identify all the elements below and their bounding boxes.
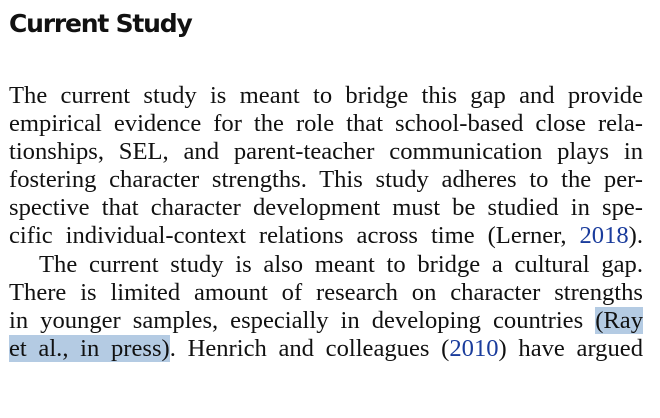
citation-link-lerner-2018[interactable]: 2018	[579, 222, 629, 250]
highlighted-citation[interactable]: et al., in press)	[9, 334, 170, 362]
paragraph-line: The current study is also meant to bridge a cultural gap.	[39, 250, 643, 278]
line-text: cific individual-context relations across time (Lerner,	[9, 222, 580, 250]
highlighted-citation[interactable]: (Ray	[595, 306, 643, 334]
line-text: ) have argued	[498, 334, 643, 362]
paragraph-line	[9, 222, 643, 250]
paragraph-1	[9, 82, 643, 363]
section-heading: Current Study	[9, 9, 192, 38]
paragraph-line: The current study is meant to bridge this gap and provide	[9, 82, 643, 109]
paragraph-line: spective that character development must be studied in spe-	[9, 194, 643, 222]
paragraph-line: fostering character strengths. This study adheres to the per-	[9, 166, 643, 194]
paragraph-line: There is limited amount of research on character strengths	[9, 278, 643, 306]
paragraph-line	[9, 335, 643, 363]
paragraph-line	[9, 307, 643, 335]
line-text: in younger samples, especially in developing countries	[9, 306, 596, 334]
line-text: . Henrich and colleagues (	[169, 334, 450, 362]
paragraph-line: empirical evidence for the role that school-based close rela-	[9, 110, 643, 138]
paragraph-line: tionships, SEL, and parent-teacher communication plays in	[9, 138, 643, 166]
line-text: ).	[628, 222, 643, 250]
citation-link-henrich-2010[interactable]: 2010	[449, 334, 499, 362]
